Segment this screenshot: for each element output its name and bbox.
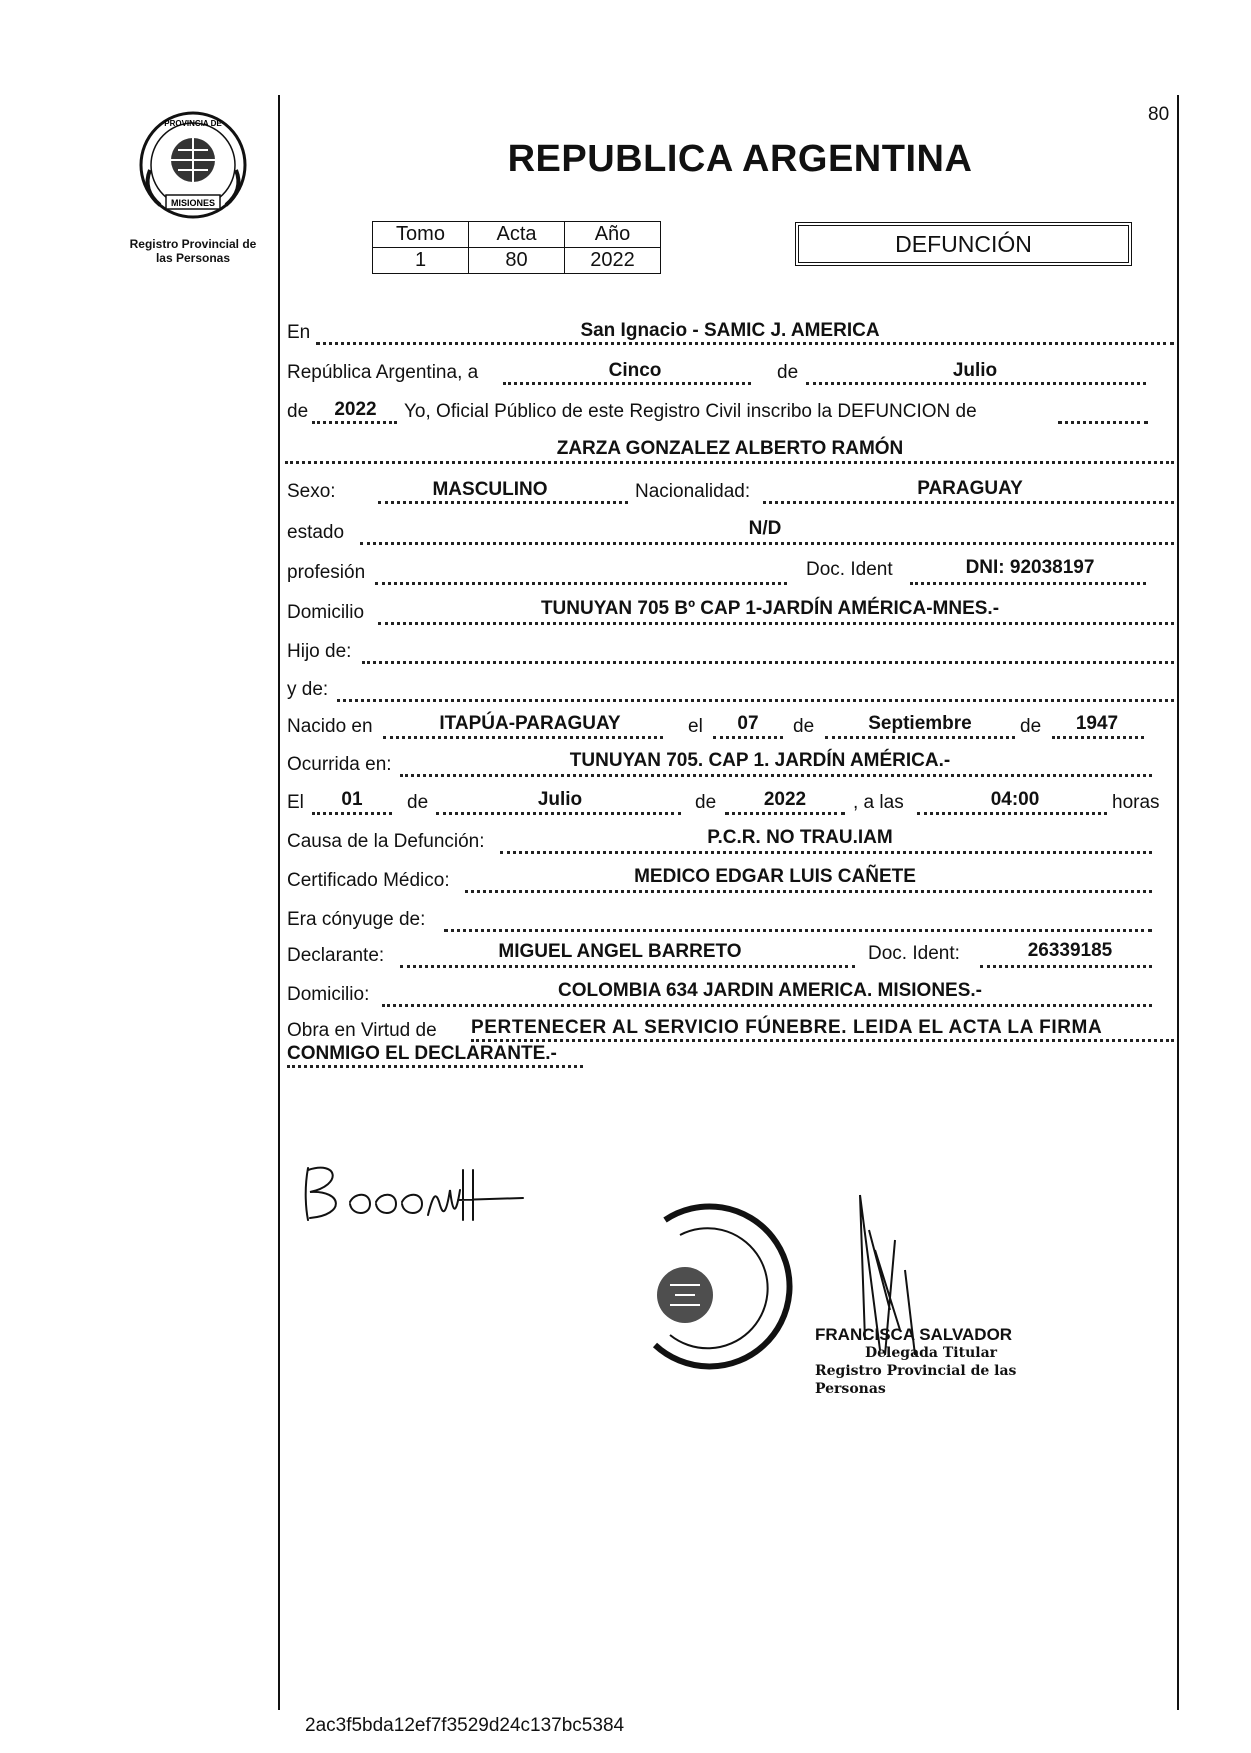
document-type-box: DEFUNCIÓN	[795, 222, 1132, 266]
statement-dotted-line	[1058, 421, 1148, 424]
certificado-dotted-line	[465, 890, 1152, 893]
horas-label: horas	[1112, 792, 1160, 813]
year-value: 2022	[334, 399, 377, 420]
right-margin-line	[1177, 95, 1179, 1710]
record-table-value-row	[373, 248, 661, 274]
seal-text-bottom: MISIONES	[170, 198, 216, 208]
page-number: 80	[1148, 104, 1170, 125]
de-label: de	[777, 362, 799, 383]
obra-line1: PERTENECER AL SERVICIO FÚNEBRE. LEIDA EL ACTA LA FIRMA	[471, 1017, 1103, 1038]
birth-month-dotted-line	[825, 736, 1015, 739]
registry-label-line1: Registro Provincial de	[129, 237, 257, 251]
hijo-dotted-line	[362, 661, 1174, 664]
death-el-label: El	[287, 792, 304, 813]
declarante-dotted-line	[400, 965, 855, 968]
provincial-seal	[138, 110, 248, 220]
death-de1-label: de	[407, 792, 429, 813]
month-value: Julio	[952, 360, 998, 381]
obra-line2-dotted	[287, 1065, 583, 1068]
officer-title: Delegada Titular	[865, 1345, 998, 1361]
birth-el-label: el	[688, 716, 703, 737]
record-value-acta: 80	[469, 248, 565, 274]
record-table-header-row	[373, 222, 661, 248]
officer-name: FRANCISCA SALVADOR	[815, 1325, 1013, 1344]
y-de-label: y de:	[287, 679, 329, 700]
obra-line2: CONMIGO EL DECLARANTE.-	[287, 1043, 557, 1064]
page-title: REPUBLICA ARGENTINA	[507, 138, 973, 180]
causa-value: P.C.R. NO TRAU.IAM	[707, 827, 893, 848]
decl-domicilio-value: COLOMBIA 634 JARDIN AMERICA. MISIONES.-	[557, 980, 983, 1001]
birth-year-value: 1947	[1075, 713, 1119, 734]
place-value: San Ignacio - SAMIC J. AMERICA	[580, 320, 880, 341]
estado-label: estado	[287, 522, 345, 543]
birth-month-value: Septiembre	[868, 713, 972, 734]
death-day-value: 01	[341, 789, 363, 810]
day-dotted-line	[503, 382, 751, 385]
nacionalidad-dotted-line	[763, 501, 1174, 504]
conyuge-dotted-line	[444, 929, 1152, 932]
profesion-dotted-line	[375, 582, 787, 585]
officer-stamp-text	[815, 1326, 1065, 1398]
birth-de1-label: de	[793, 716, 815, 737]
decl-doc-value: 26339185	[1027, 940, 1113, 961]
sexo-value: MASCULINO	[432, 479, 548, 500]
death-month-value: Julio	[537, 789, 583, 810]
y-de-dotted-line	[337, 699, 1174, 702]
decl-domicilio-label: Domicilio:	[287, 984, 370, 1005]
domicilio-dotted-line	[378, 622, 1174, 625]
record-table	[372, 221, 661, 274]
seal-text-top: PROVINCIA DE	[164, 119, 222, 128]
conyuge-label: Era cónyuge de:	[287, 909, 426, 930]
causa-dotted-line	[500, 851, 1152, 854]
birth-year-dotted-line	[1052, 736, 1144, 739]
profesion-label: profesión	[287, 562, 366, 583]
declarant-signature	[298, 1160, 528, 1235]
nacido-label: Nacido en	[287, 716, 373, 737]
nacido-dotted-line	[383, 736, 663, 739]
document-hash: 2ac3f5bda12ef7f3529d24c137bc5384	[305, 1715, 625, 1736]
declarante-label: Declarante:	[287, 945, 385, 966]
ocurrida-dotted-line	[400, 774, 1152, 777]
death-year-dotted-line	[725, 812, 845, 815]
nacionalidad-label: Nacionalidad:	[635, 481, 751, 502]
ocurrida-label: Ocurrida en:	[287, 754, 392, 775]
domicilio-label: Domicilio	[287, 602, 365, 623]
death-de2-label: de	[695, 792, 717, 813]
record-value-anio: 2022	[565, 248, 661, 274]
nacionalidad-value: PARAGUAY	[917, 478, 1023, 499]
birth-day-dotted-line	[713, 736, 783, 739]
domicilio-value: TUNUYAN 705 Bº CAP 1-JARDÍN AMÉRICA-MNES.-	[540, 598, 1000, 619]
doc-ident-dotted-line	[910, 582, 1146, 585]
nacido-value: ITAPÚA-PARAGUAY	[439, 713, 621, 734]
record-header-tomo: Tomo	[373, 222, 469, 248]
death-year-value: 2022	[763, 789, 807, 810]
left-margin-line	[278, 95, 280, 1710]
official-stamp	[625, 1195, 805, 1380]
sexo-dotted-line	[378, 501, 628, 504]
certificado-value: MEDICO EDGAR LUIS CAÑETE	[634, 866, 916, 887]
hijo-label: Hijo de:	[287, 641, 352, 662]
doc-ident-value: DNI: 92038197	[965, 557, 1095, 578]
ocurrida-value: TUNUYAN 705. CAP 1. JARDÍN AMÉRICA.-	[569, 750, 951, 771]
estado-dotted-line	[360, 542, 1174, 545]
decl-domicilio-dotted-line	[382, 1004, 1152, 1007]
decl-doc-dotted-line	[980, 965, 1152, 968]
record-value-tomo: 1	[373, 248, 469, 274]
officer-org: Registro Provincial de las Personas	[815, 1363, 1017, 1397]
estado-value: N/D	[748, 518, 782, 539]
declarante-value: MIGUEL ANGEL BARRETO	[498, 941, 742, 962]
death-month-dotted-line	[436, 812, 681, 815]
statement-text: Yo, Oficial Público de este Registro Civil inscribo la DEFUNCION de	[404, 401, 977, 422]
registry-label	[118, 237, 268, 265]
name-dotted-line	[285, 461, 1174, 464]
a-las-label: , a las	[853, 792, 904, 813]
obra-line1-dotted	[471, 1039, 1174, 1042]
month-dotted-line	[806, 382, 1146, 385]
registry-label-line2: las Personas	[155, 251, 231, 265]
year-dotted-line	[312, 421, 397, 424]
record-header-anio: Año	[565, 222, 661, 248]
decl-doc-label: Doc. Ident:	[868, 943, 960, 964]
doc-ident-label: Doc. Ident	[806, 559, 893, 580]
death-day-dotted-line	[312, 812, 392, 815]
certificado-label: Certificado Médico:	[287, 870, 450, 891]
death-time-value: 04:00	[990, 789, 1040, 810]
en-label: En	[287, 322, 311, 343]
obra-label: Obra en Virtud de	[287, 1020, 437, 1041]
day-text-value: Cinco	[608, 360, 662, 381]
birth-day-value: 07	[737, 713, 759, 734]
time-dotted-line	[917, 812, 1107, 815]
deceased-name-value: ZARZA GONZALEZ ALBERTO RAMÓN	[556, 438, 904, 459]
birth-de2-label: de	[1020, 716, 1042, 737]
en-dotted-line	[316, 342, 1174, 345]
record-header-acta: Acta	[469, 222, 565, 248]
causa-label: Causa de la Defunción:	[287, 831, 485, 852]
sexo-label: Sexo:	[287, 481, 336, 502]
republica-label: República Argentina, a	[287, 362, 479, 383]
year-prefix-label: de	[287, 401, 309, 422]
